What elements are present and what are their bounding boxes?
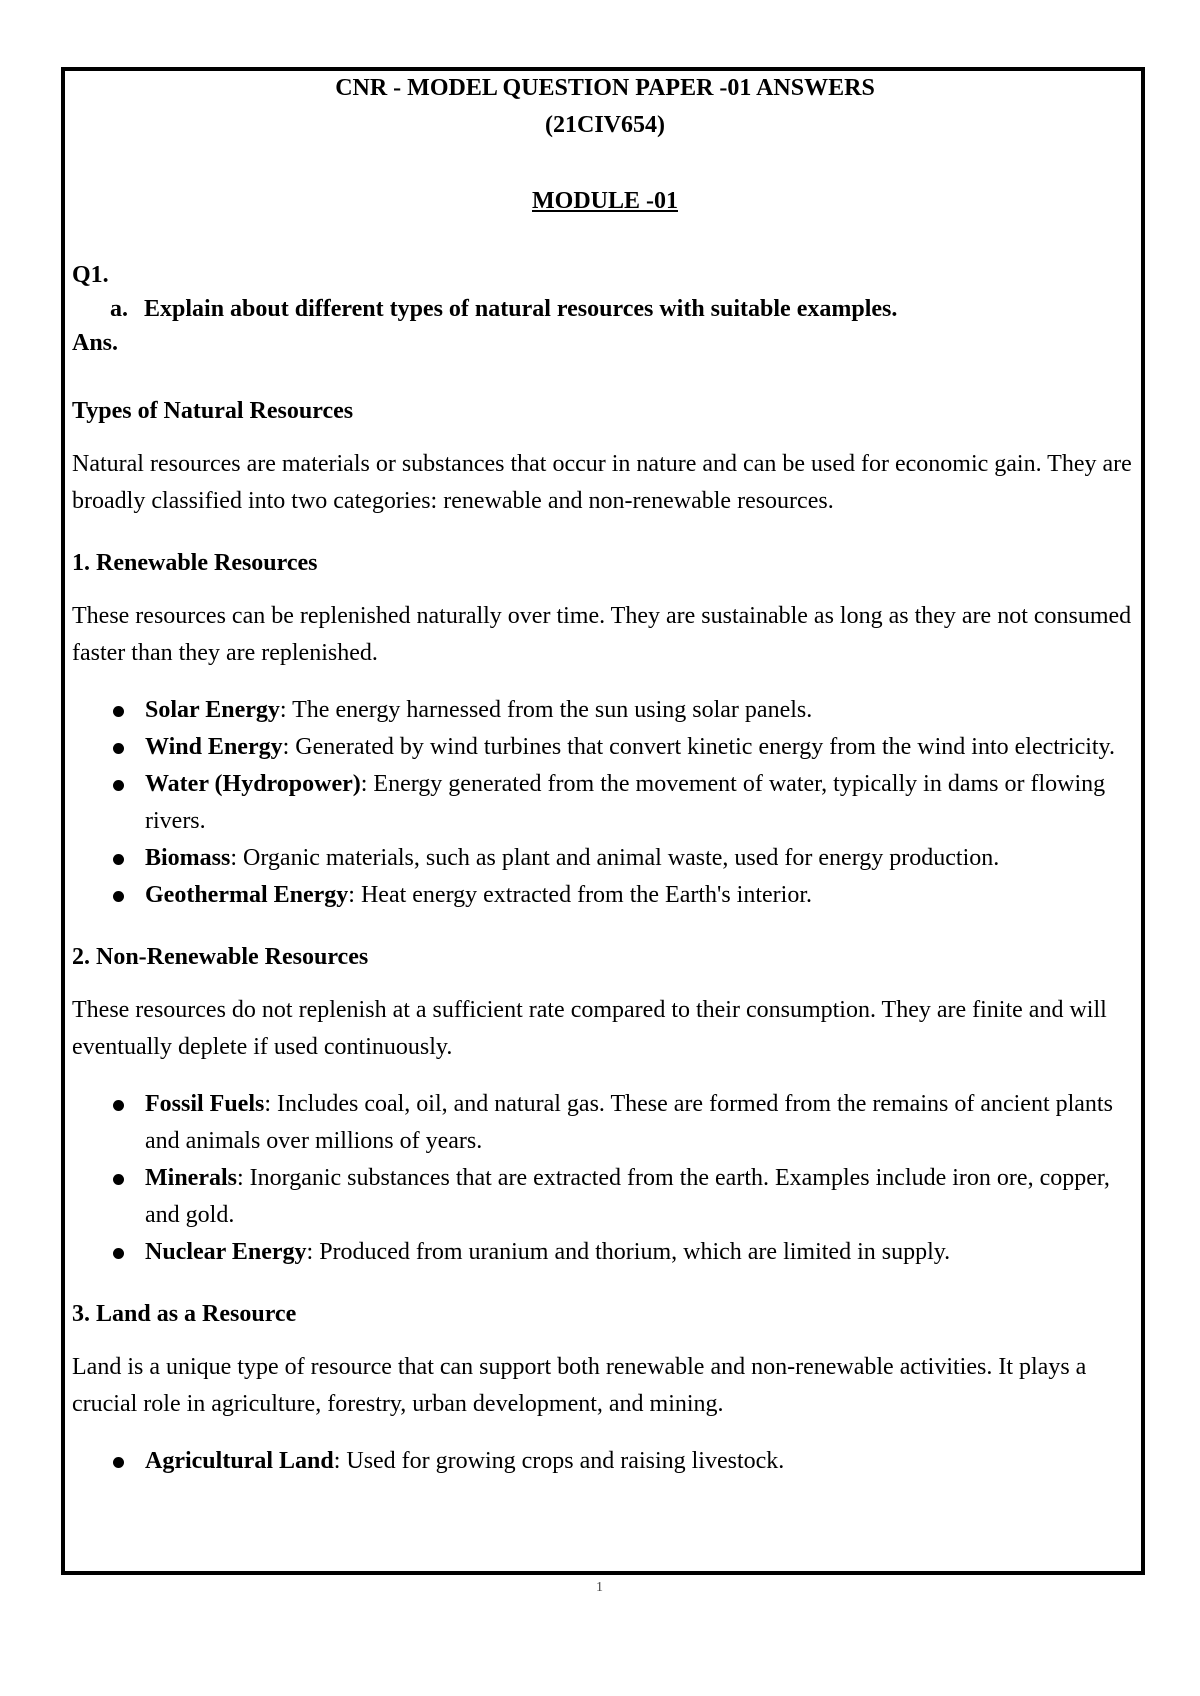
question-text: Explain about different types of natural resources with suitable examples. <box>144 296 898 322</box>
land-list <box>72 1443 1138 1480</box>
land-paragraph: Land is a unique type of resource that can support both renewable and non-renewable activities. It plays a crucial role in agriculture, forestry, urban development, and mining. <box>72 1354 1087 1417</box>
list-item <box>72 1443 1138 1480</box>
page-number: 1 <box>596 1580 603 1595</box>
list-item-desc: : Produced from uranium and thorium, which are limited in supply. <box>306 1239 951 1265</box>
bullet-icon <box>113 1457 124 1468</box>
list-item-desc: : Inorganic substances that are extracted from the earth. Examples include iron ore, copper, and gold. <box>145 1165 1110 1228</box>
list-item-term: Water (Hydropower) <box>145 771 361 797</box>
question-text-row <box>72 292 1138 326</box>
nonrenewable-list <box>72 1086 1138 1271</box>
list-item-desc: : Energy generated from the movement of water, typically in dams or flowing rivers. <box>145 771 1106 834</box>
bullet-icon <box>113 891 124 902</box>
land-heading: 3. Land as a Resource <box>72 1301 297 1327</box>
list-item-term: Minerals <box>145 1165 237 1191</box>
bullet-icon <box>113 706 124 717</box>
renewable-paragraph: These resources can be replenished naturally over time. They are sustainable as long as they are not consumed faster than they are replenished. <box>72 603 1132 666</box>
intro-heading: Types of Natural Resources <box>72 398 354 424</box>
list-item-desc: : Generated by wind turbines that convert kinetic energy from the wind into electricity. <box>282 734 1115 760</box>
list-item <box>72 1160 1138 1234</box>
bullet-icon <box>113 780 124 791</box>
list-item-term: Fossil Fuels <box>145 1091 265 1117</box>
list-item <box>72 840 1138 877</box>
list-item-desc: : Organic materials, such as plant and animal waste, used for energy production. <box>230 845 1000 871</box>
list-item-desc: : The energy harnessed from the sun using solar panels. <box>279 697 813 723</box>
list-item <box>72 692 1138 729</box>
renewable-list <box>72 692 1138 914</box>
module-heading: MODULE -01 <box>532 188 678 214</box>
bullet-icon <box>113 1174 124 1185</box>
question-number: Q1. <box>72 262 109 288</box>
list-item-term: Wind Energy <box>145 734 283 760</box>
bullet-icon <box>113 1248 124 1259</box>
list-item-desc: : Used for growing crops and raising livestock. <box>333 1448 785 1474</box>
nonrenewable-paragraph: These resources do not replenish at a sufficient rate compared to their consumption. They are finite and will eventually deplete if used continuously. <box>72 997 1107 1060</box>
list-item-term: Solar Energy <box>145 697 280 723</box>
title-line-2: (21CIV654) <box>545 112 665 138</box>
list-item-term: Agricultural Land <box>145 1448 334 1474</box>
question-letter: a. <box>110 296 128 322</box>
list-item <box>72 766 1138 840</box>
list-item-desc: : Heat energy extracted from the Earth's interior. <box>348 882 812 908</box>
list-item-term: Biomass <box>145 845 231 871</box>
document-content <box>72 70 1138 1480</box>
bullet-icon <box>113 1100 124 1111</box>
renewable-heading: 1. Renewable Resources <box>72 550 318 576</box>
list-item <box>72 877 1138 914</box>
document-title <box>72 70 1138 144</box>
bullet-icon <box>113 854 124 865</box>
answer-label: Ans. <box>72 330 119 356</box>
nonrenewable-heading: 2. Non-Renewable Resources <box>72 944 369 970</box>
list-item-term: Geothermal Energy <box>145 882 349 908</box>
intro-paragraph: Natural resources are materials or substances that occur in nature and can be used for economic gain. They are broadly classified into two categories: renewable and non-renewable resources. <box>72 451 1132 514</box>
title-line-1: CNR - MODEL QUESTION PAPER -01 ANSWERS <box>335 75 875 101</box>
list-item <box>72 1234 1138 1271</box>
list-item-term: Nuclear Energy <box>145 1239 307 1265</box>
list-item <box>72 729 1138 766</box>
list-item-desc: : Includes coal, oil, and natural gas. These are formed from the remains of ancient plants and animals over millions of years. <box>145 1091 1113 1154</box>
bullet-icon <box>113 743 124 754</box>
list-item <box>72 1086 1138 1160</box>
